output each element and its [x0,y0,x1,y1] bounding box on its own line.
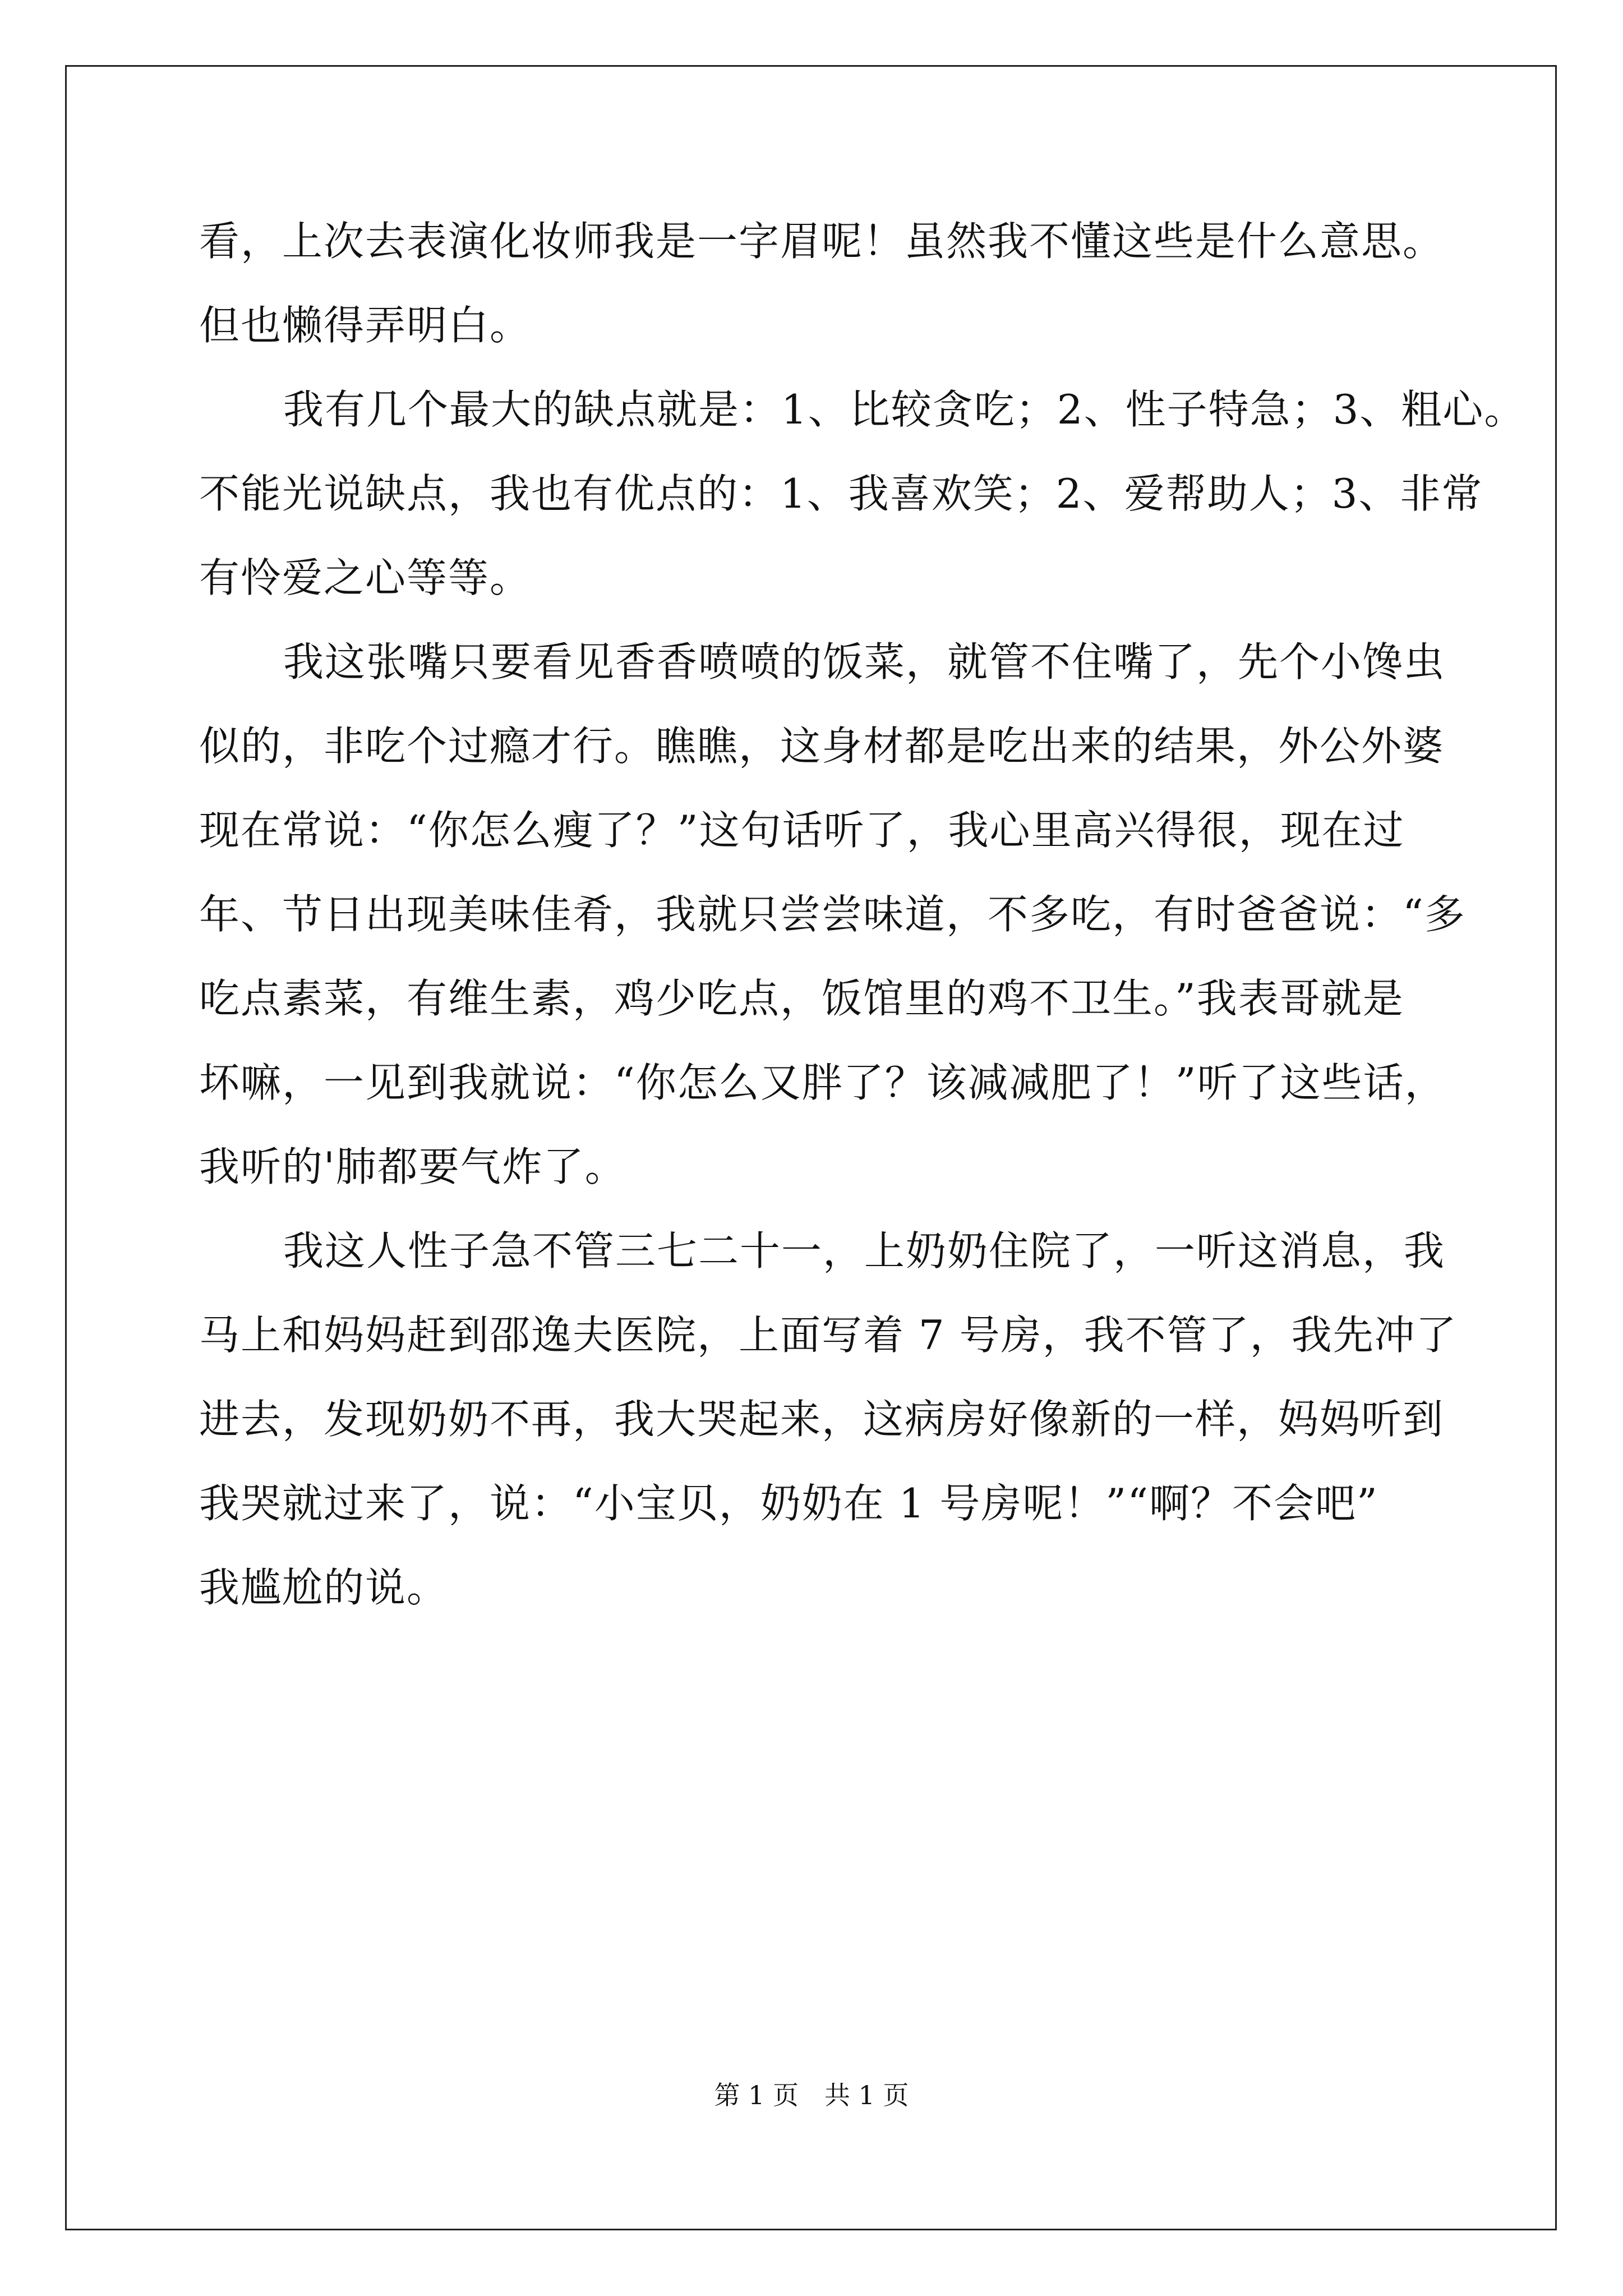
text-line: 马上和妈妈赶到邵逸夫医院，上面写着 7 号房，我不管了，我先冲了 [199,1312,1458,1359]
text-line: 我有几个最大的缺点就是：1、比较贪吃；2、性子特急；3、粗心。 [283,386,1526,433]
text-line: 现在常说：“你怎么瘦了？”这句话听了，我心里高兴得很，现在过 [199,807,1405,854]
text-line: 吃点素菜，有维生素，鸡少吃点，饭馆里的鸡不卫生。”我表哥就是 [199,975,1404,1022]
text-line: 我尴尬的说。 [199,1564,449,1611]
text-line: 我这人性子急不管三七二十一，上奶奶住院了，一听这消息，我 [283,1227,1446,1274]
text-line: 似的，非吃个过瘾才行。瞧瞧，这身材都是吃出来的结果，外公外婆 [199,723,1445,770]
text-line: 进去，发现奶奶不再，我大哭起来，这病房好像新的一样，妈妈听到 [199,1396,1445,1443]
page-footer: 第 1 页 共 1 页 [714,2080,909,2110]
text-line: 但也懒得弄明白。 [199,302,532,349]
text-line: 我这张嘴只要看见香香喷喷的饭菜，就管不住嘴了，先个小馋虫 [283,638,1446,685]
text-line: 不能光说缺点，我也有优点的：1、我喜欢笑；2、爱帮助人；3、非常 [199,470,1483,517]
text-line: 看，上次去表演化妆师我是一字眉呢！虽然我不懂这些是什么意思。 [199,218,1445,265]
text-line: 我哭就过来了，说：“小宝贝，奶奶在 1 号房呢！”“啊？不会吧” [199,1480,1378,1527]
text-line: 我听的'肺都要气炸了。 [199,1143,626,1190]
text-line: 年、节日出现美味佳肴，我就只尝尝味道，不多吃，有时爸爸说：“多 [199,891,1466,938]
document-body [199,199,1526,1630]
text-line: 有怜爱之心等等。 [199,554,532,601]
text-line: 坏嘛，一见到我就说：“你怎么又胖了？该减减肥了！”听了这些话， [199,1059,1446,1106]
